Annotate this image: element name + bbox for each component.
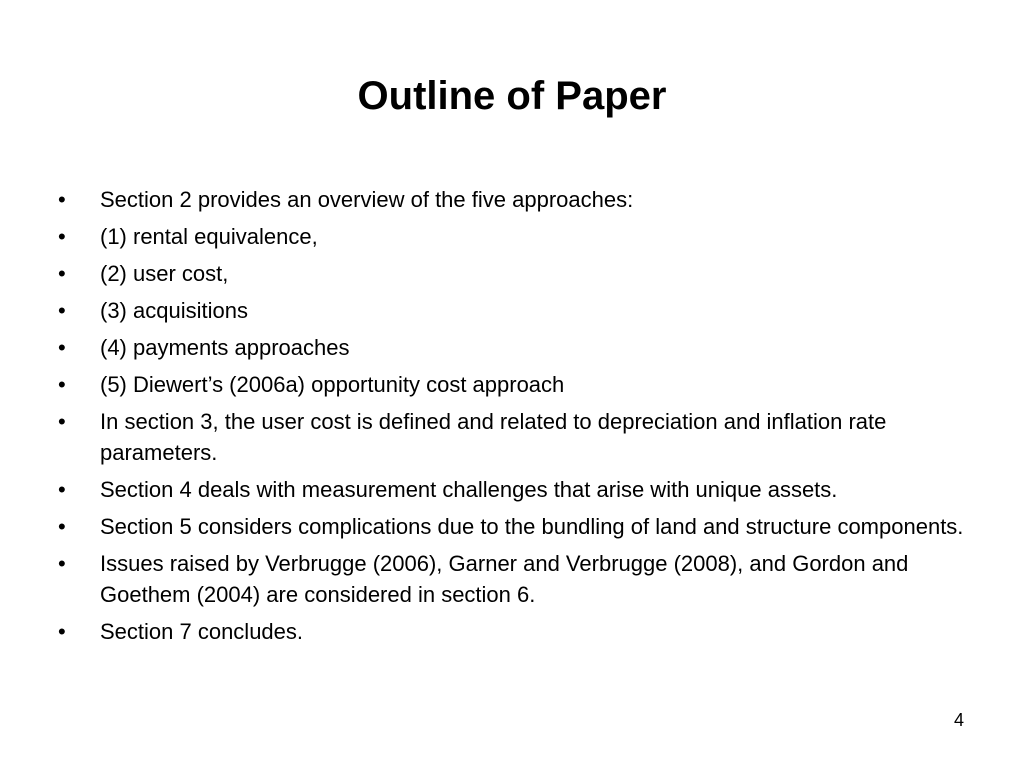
bullet-icon: • — [58, 409, 66, 434]
bullet-icon: • — [58, 335, 66, 360]
bullet-icon: • — [58, 514, 66, 539]
bullet-text: (3) acquisitions — [100, 298, 248, 323]
bullet-text: Issues raised by Verbrugge (2006), Garner and Verbrugge (2008), and Gordon and Goethem (2004) are considered in section 6. — [100, 551, 909, 607]
bullet-item — [58, 406, 978, 468]
bullet-item — [58, 616, 978, 647]
bullet-item — [58, 548, 978, 610]
bullet-text: Section 7 concludes. — [100, 619, 304, 644]
bullet-text: Section 2 provides an overview of the five approaches: — [100, 187, 634, 212]
bullet-text: Section 5 considers complications due to the bundling of land and structure components. — [100, 514, 964, 539]
bullet-icon: • — [58, 298, 66, 323]
bullet-icon: • — [58, 372, 66, 397]
bullet-item — [58, 511, 978, 542]
bullet-icon: • — [58, 551, 66, 576]
bullet-item — [58, 369, 978, 400]
bullet-text: (4) payments approaches — [100, 335, 350, 360]
bullet-icon: • — [58, 477, 66, 502]
bullet-icon: • — [58, 261, 66, 286]
bullet-item — [58, 221, 978, 252]
bullet-text: (2) user cost, — [100, 261, 229, 286]
bullet-item — [58, 332, 978, 363]
bullet-text: Section 4 deals with measurement challenges that arise with unique assets. — [100, 477, 838, 502]
slide-title: Outline of Paper — [357, 74, 667, 118]
bullet-icon: • — [58, 619, 66, 644]
bullet-icon: • — [58, 187, 66, 212]
bullet-text: (5) Diewert’s (2006a) opportunity cost approach — [100, 372, 565, 397]
bullet-item — [58, 474, 978, 505]
bullet-text: In section 3, the user cost is defined and related to depreciation and inflation rate parameters. — [100, 409, 887, 465]
bullet-item — [58, 295, 978, 326]
bullet-list — [58, 184, 978, 653]
bullet-icon: • — [58, 224, 66, 249]
bullet-item — [58, 258, 978, 289]
bullet-item — [58, 184, 978, 215]
bullet-text: (1) rental equivalence, — [100, 224, 318, 249]
page-number: 4 — [953, 710, 964, 730]
